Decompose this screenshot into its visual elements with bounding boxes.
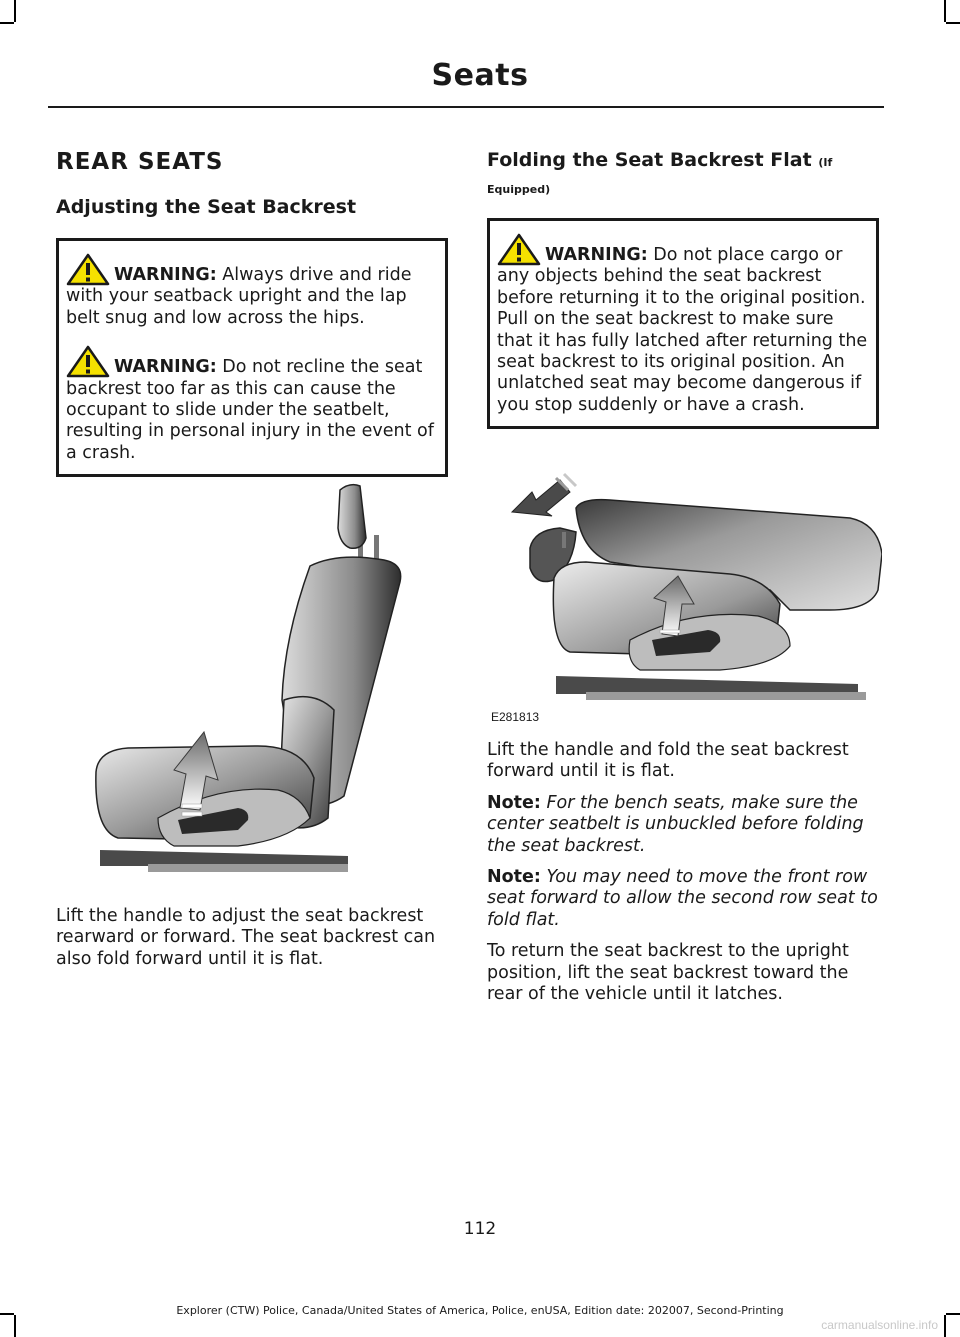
warning-text: Do not recline the seat backrest too far as this can cause the occupant to slide under the seatbelt, resulting in personal injury in the event of a crash.: [66, 357, 434, 463]
warning-triangle-icon: [66, 345, 110, 378]
body-text: Lift the handle and fold the seat backrest forward until it is flat.: [487, 740, 849, 782]
left-column: [56, 146, 448, 477]
body-text: To return the seat backrest to the upright position, lift the seat backrest toward the rear of the vehicle until it latches.: [487, 941, 849, 1005]
page-header-title: Seats: [431, 58, 529, 93]
warning-text: Always drive and ride with your seatback upright and the lap belt snug and low across the hips.: [66, 265, 412, 328]
page-number: 112: [463, 1219, 497, 1239]
note: [487, 793, 879, 857]
crop-mark: [944, 1315, 946, 1337]
warning-box-left: [56, 238, 448, 477]
if-equipped-label: Equipped): [487, 183, 551, 196]
warning-paragraph: [66, 345, 439, 464]
seat-fold-illustration: [490, 470, 882, 728]
subheading-text: Folding the Seat Backrest Flat: [487, 149, 812, 171]
note: [487, 867, 879, 931]
warning-label: WARNING:: [114, 357, 217, 378]
warning-triangle-icon: [66, 253, 110, 286]
crop-mark: [0, 22, 14, 24]
fold-arrow-icon: [512, 474, 576, 516]
crop-mark: [946, 22, 960, 24]
note-label: Note:: [487, 792, 541, 813]
warning-label: WARNING:: [114, 265, 217, 285]
warning-triangle-icon: [497, 233, 541, 266]
header-rule: [48, 106, 884, 108]
warning-box-right: [487, 218, 879, 429]
note-text: You may need to move the front row seat forward to allow the second row seat to fold flat.: [487, 867, 878, 930]
right-column: [487, 146, 879, 429]
subheading-adjusting: Adjusting the Seat Backrest: [56, 196, 357, 218]
section-title: REAR SEATS: [56, 149, 224, 175]
warning-paragraph: [497, 233, 870, 416]
warning-paragraph: [66, 253, 439, 329]
crop-mark: [14, 0, 16, 22]
crop-mark: [14, 1315, 16, 1337]
note-label: Note:: [487, 867, 541, 888]
warning-text: Do not place cargo or any objects behind the seat backrest before returning it to the original position. Pull on the seat backrest to make sure that it has fully latched after returning the seat backrest to its original position. An unlatched seat may become dangerous if you stop suddenly or have a crash.: [497, 245, 868, 415]
left-body: [56, 906, 448, 970]
if-equipped-label: (If: [818, 156, 833, 169]
body-text: Lift the handle to adjust the seat backrest rearward or forward. The seat backrest can also fold forward until it is flat.: [56, 906, 436, 969]
seat-adjust-illustration: [88, 478, 440, 890]
figure-code: E281813: [491, 710, 540, 724]
right-body: [487, 740, 879, 1005]
warning-label: WARNING:: [545, 245, 648, 265]
watermark: carmanualsonline.info: [821, 1318, 938, 1332]
note-text: For the bench seats, make sure the center seatbelt is unbuckled before folding the seat backrest.: [487, 792, 864, 856]
footer-text: Explorer (CTW) Police, Canada/United States of America, Police, enUSA, Edition date: 202007, Second-Printing: [176, 1304, 784, 1317]
crop-mark: [944, 0, 946, 22]
subheading-folding: [487, 146, 879, 177]
